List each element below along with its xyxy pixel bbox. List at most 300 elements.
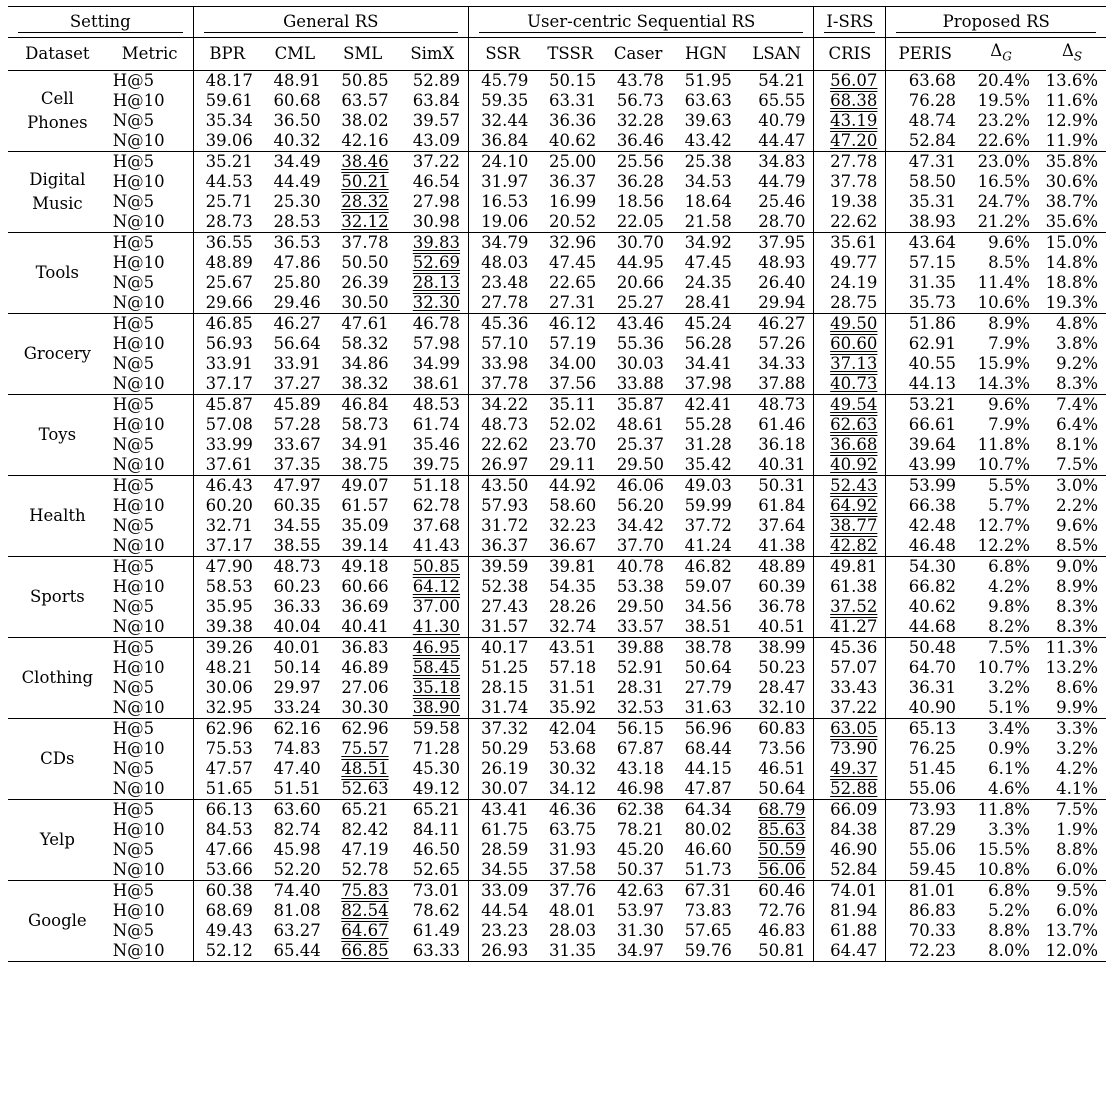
- second-best-cell: 38.90: [412, 698, 461, 717]
- score-cell: 6.8%: [988, 557, 1031, 576]
- score-cell: 15.9%: [977, 354, 1031, 373]
- score-cell: 37.64: [758, 516, 806, 535]
- metric-label: H@5: [112, 476, 155, 495]
- column-header: CML: [274, 44, 316, 63]
- score-cell: 34.91: [341, 435, 389, 454]
- best-score-cell: 66.38: [886, 496, 964, 516]
- score-cell: 12.2%: [977, 536, 1031, 555]
- score-cell: 60.38: [193, 881, 261, 902]
- score-cell: 3.0%: [1056, 476, 1098, 495]
- score-cell: 47.19: [341, 840, 389, 859]
- table-row: [8, 476, 1106, 497]
- score-cell: 44.53: [193, 172, 261, 192]
- score-cell: 78.62: [412, 901, 461, 920]
- score-cell: 80.02: [684, 820, 732, 839]
- score-cell: 67.87: [616, 739, 665, 758]
- score-cell: 0.9%: [988, 739, 1031, 758]
- score-cell: 60.23: [273, 577, 321, 596]
- score-cell: 22.05: [616, 212, 665, 231]
- metric-label: N@10: [112, 455, 165, 474]
- best-score-cell: 72.23: [886, 941, 964, 962]
- column-header: HGN: [684, 44, 727, 63]
- table-row: [8, 131, 1106, 152]
- metric-label: H@10: [112, 334, 165, 353]
- score-cell: 8.5%: [988, 253, 1031, 272]
- best-score-cell: 43.64: [886, 233, 964, 254]
- second-best-cell: 48.51: [341, 759, 389, 778]
- score-cell: 23.0%: [977, 152, 1031, 171]
- score-cell: 14.3%: [977, 374, 1031, 393]
- score-cell: 50.37: [616, 860, 665, 879]
- score-cell: 5.1%: [988, 698, 1031, 717]
- second-best-cell: 43.19: [814, 111, 886, 131]
- score-cell: 64.34: [684, 800, 732, 819]
- metric-label: H@10: [112, 253, 165, 272]
- table-row: [8, 658, 1106, 678]
- score-cell: 59.35: [469, 91, 537, 111]
- score-cell: 28.03: [548, 921, 597, 940]
- score-cell: 4.1%: [1056, 779, 1098, 798]
- score-cell: 81.08: [273, 901, 321, 920]
- metric-label: N@5: [112, 516, 155, 535]
- group-header-label: Proposed RS: [942, 11, 1050, 31]
- score-cell: 31.30: [616, 921, 665, 940]
- score-cell: 3.4%: [988, 719, 1031, 738]
- table-row: [8, 739, 1106, 759]
- score-cell: 18.8%: [1045, 273, 1098, 292]
- metric-label: H@5: [112, 719, 155, 738]
- score-cell: 60.46: [758, 881, 806, 900]
- score-cell: 31.74: [469, 698, 537, 719]
- score-cell: 33.09: [469, 881, 537, 902]
- score-cell: 47.86: [273, 253, 321, 272]
- score-cell: 5.7%: [988, 496, 1031, 515]
- score-cell: 9.6%: [988, 233, 1031, 252]
- score-cell: 35.87: [616, 395, 665, 414]
- metric-label: N@5: [112, 597, 155, 616]
- metric-label: H@5: [112, 638, 155, 657]
- group-header-label: General RS: [283, 11, 379, 31]
- score-cell: 51.95: [684, 71, 732, 90]
- score-cell: 25.30: [273, 192, 321, 211]
- score-cell: 43.50: [469, 476, 537, 497]
- column-header: Metric: [121, 44, 178, 63]
- score-cell: 4.2%: [1056, 759, 1098, 778]
- score-cell: 25.27: [616, 293, 665, 312]
- second-best-cell: 32.30: [412, 293, 461, 312]
- score-cell: 50.23: [758, 658, 806, 677]
- metric-label: H@10: [112, 496, 165, 515]
- score-cell: 21.2%: [977, 212, 1031, 231]
- group-header: [886, 7, 1106, 38]
- score-cell: 43.09: [412, 131, 461, 150]
- score-cell: 33.91: [193, 354, 261, 374]
- score-cell: 31.51: [548, 678, 597, 697]
- score-cell: 43.51: [548, 638, 597, 657]
- score-cell: 5.2%: [988, 901, 1031, 920]
- second-best-cell: 52.88: [814, 779, 886, 800]
- score-cell: 48.17: [193, 71, 261, 92]
- score-cell: 61.46: [758, 415, 806, 434]
- score-cell: 30.07: [469, 779, 537, 800]
- score-cell: 23.2%: [977, 111, 1031, 130]
- score-cell: 34.56: [684, 597, 732, 616]
- score-cell: 84.11: [412, 820, 461, 839]
- score-cell: 3.3%: [1056, 719, 1098, 738]
- best-score-cell: 38.93: [886, 212, 964, 233]
- score-cell: 42.63: [616, 881, 665, 900]
- score-cell: 62.96: [341, 719, 389, 738]
- score-cell: 44.47: [758, 131, 806, 150]
- table-row: [8, 941, 1106, 962]
- score-cell: 51.18: [412, 476, 461, 495]
- best-score-cell: 35.73: [886, 293, 964, 314]
- score-cell: 31.72: [469, 516, 537, 536]
- score-cell: 37.68: [412, 516, 461, 535]
- score-cell: 47.90: [193, 557, 261, 578]
- second-best-cell: 56.06: [758, 860, 806, 879]
- group-header-label: User-centric Sequential RS: [527, 11, 756, 31]
- score-cell: 48.91: [273, 71, 321, 90]
- score-cell: 57.98: [412, 334, 461, 353]
- results-table: [8, 6, 1106, 962]
- best-score-cell: 57.15: [886, 253, 964, 273]
- score-cell: 66.09: [814, 800, 886, 821]
- score-cell: 39.88: [616, 638, 665, 657]
- second-best-cell: 42.82: [814, 536, 886, 557]
- dataset-name: Health: [29, 506, 86, 525]
- table-row: [8, 314, 1106, 335]
- score-cell: 35.09: [341, 516, 389, 535]
- table-row: [8, 719, 1106, 740]
- score-cell: 20.66: [616, 273, 665, 292]
- score-cell: 57.65: [684, 921, 732, 940]
- score-cell: 24.35: [684, 273, 732, 292]
- score-cell: 57.19: [548, 334, 597, 353]
- best-score-cell: 66.61: [886, 415, 964, 435]
- score-cell: 34.55: [469, 860, 537, 881]
- score-cell: 8.6%: [1056, 678, 1098, 697]
- score-cell: 42.41: [684, 395, 732, 414]
- score-cell: 56.28: [684, 334, 732, 353]
- score-cell: 28.41: [684, 293, 732, 312]
- score-cell: 34.53: [684, 172, 732, 191]
- dataset-name: Sports: [29, 587, 85, 606]
- score-cell: 41.27: [814, 617, 886, 638]
- score-cell: 52.63: [341, 779, 389, 798]
- score-cell: 11.4%: [977, 273, 1031, 292]
- metric-label: H@5: [112, 395, 155, 414]
- table-row: [8, 435, 1106, 455]
- score-cell: 19.06: [469, 212, 537, 233]
- score-cell: 50.85: [341, 71, 389, 90]
- score-cell: 74.01: [814, 881, 886, 902]
- score-cell: 60.35: [273, 496, 321, 515]
- best-score-cell: 58.50: [886, 172, 964, 192]
- metric-label: N@5: [112, 354, 155, 373]
- score-cell: 48.89: [193, 253, 261, 273]
- score-cell: 34.92: [684, 233, 732, 252]
- metric-label: N@5: [112, 273, 155, 292]
- score-cell: 43.46: [616, 314, 665, 333]
- score-cell: 41.24: [684, 536, 732, 555]
- score-cell: 31.93: [548, 840, 597, 859]
- score-cell: 37.58: [548, 860, 597, 879]
- second-best-cell: 37.52: [814, 597, 886, 617]
- metric-label: N@10: [112, 698, 165, 717]
- score-cell: 46.82: [684, 557, 732, 576]
- score-cell: 50.31: [758, 476, 806, 495]
- metric-label: H@5: [112, 881, 155, 900]
- score-cell: 19.38: [814, 192, 886, 212]
- column-header: BPR: [193, 38, 261, 71]
- table-row: [8, 212, 1106, 233]
- metric-label: N@5: [112, 921, 155, 940]
- group-underline: [479, 32, 803, 33]
- score-cell: 38.78: [684, 638, 732, 657]
- score-cell: 47.66: [193, 840, 261, 860]
- second-best-cell: 39.83: [412, 233, 461, 252]
- score-cell: 11.9%: [1045, 131, 1098, 150]
- score-cell: 33.91: [273, 354, 321, 373]
- best-score-cell: 59.45: [886, 860, 964, 881]
- score-cell: 32.10: [758, 698, 806, 717]
- score-cell: 44.49: [273, 172, 321, 191]
- score-cell: 44.54: [469, 901, 537, 921]
- score-cell: 13.7%: [1045, 921, 1098, 940]
- best-score-cell: 73.93: [886, 800, 964, 821]
- score-cell: 18.56: [616, 192, 665, 211]
- group-header: [8, 7, 193, 38]
- score-cell: 57.10: [469, 334, 537, 354]
- metric-label: N@5: [112, 840, 155, 859]
- table-row: [8, 759, 1106, 779]
- score-cell: 36.69: [341, 597, 389, 616]
- best-score-cell: 51.86: [886, 314, 964, 335]
- best-score-cell: 81.01: [886, 881, 964, 902]
- second-best-cell: 38.46: [341, 152, 389, 171]
- column-header: SimX: [410, 44, 455, 63]
- score-cell: 12.7%: [977, 516, 1031, 535]
- score-cell: 53.68: [548, 739, 597, 758]
- score-cell: 8.8%: [988, 921, 1031, 940]
- best-score-cell: 50.48: [886, 638, 964, 659]
- score-cell: 35.21: [193, 152, 261, 173]
- score-cell: 25.67: [193, 273, 261, 293]
- score-cell: 49.12: [412, 779, 461, 798]
- score-cell: 32.96: [548, 233, 597, 252]
- table-row: [8, 395, 1106, 416]
- score-cell: 37.98: [684, 374, 732, 393]
- score-cell: 59.99: [684, 496, 732, 515]
- score-cell: 22.65: [548, 273, 597, 292]
- column-header: SSR: [469, 38, 537, 71]
- score-cell: 37.78: [469, 374, 537, 395]
- score-cell: 23.48: [469, 273, 537, 293]
- score-cell: 48.93: [758, 253, 806, 272]
- score-cell: 39.14: [341, 536, 389, 555]
- score-cell: 73.01: [412, 881, 461, 900]
- score-cell: 48.61: [616, 415, 665, 434]
- best-score-cell: 43.99: [886, 455, 964, 476]
- score-cell: 40.78: [616, 557, 665, 576]
- score-cell: 49.77: [814, 253, 886, 273]
- score-cell: 81.94: [814, 901, 886, 921]
- second-best-cell: 52.69: [412, 253, 461, 272]
- score-cell: 61.49: [412, 921, 461, 940]
- score-cell: 38.32: [341, 374, 389, 393]
- score-cell: 57.93: [469, 496, 537, 516]
- score-cell: 58.32: [341, 334, 389, 353]
- metric-label: N@5: [112, 678, 155, 697]
- score-cell: 63.60: [273, 800, 321, 819]
- score-cell: 28.53: [273, 212, 321, 231]
- dataset-name: Grocery: [23, 344, 91, 363]
- best-score-cell: 46.48: [886, 536, 964, 557]
- score-cell: 44.92: [548, 476, 597, 495]
- score-cell: 25.46: [758, 192, 806, 211]
- score-cell: 6.1%: [988, 759, 1031, 778]
- score-cell: 18.64: [684, 192, 732, 211]
- score-cell: 40.62: [548, 131, 597, 150]
- score-cell: 3.3%: [988, 820, 1031, 839]
- score-cell: 65.44: [273, 941, 321, 960]
- second-best-cell: 28.32: [341, 192, 389, 211]
- score-cell: 33.88: [616, 374, 665, 393]
- score-cell: 37.95: [758, 233, 806, 252]
- metric-label: H@10: [112, 739, 165, 758]
- second-best-cell: 64.92: [814, 496, 886, 516]
- score-cell: 36.83: [341, 638, 389, 657]
- score-cell: 34.55: [273, 516, 321, 535]
- second-best-cell: 50.85: [412, 557, 461, 576]
- score-cell: 14.8%: [1045, 253, 1098, 272]
- score-cell: 75.53: [193, 739, 261, 759]
- score-cell: 40.32: [273, 131, 321, 150]
- second-best-cell: 64.12: [412, 577, 461, 596]
- score-cell: 82.74: [273, 820, 321, 839]
- score-cell: 68.44: [684, 739, 732, 758]
- metric-label: H@10: [112, 91, 165, 110]
- score-cell: 49.81: [814, 557, 886, 578]
- score-cell: 55.28: [684, 415, 732, 434]
- score-cell: 46.98: [616, 779, 665, 798]
- score-cell: 52.12: [193, 941, 261, 962]
- dataset-name: Tools: [35, 263, 80, 282]
- score-cell: 9.0%: [1056, 557, 1098, 576]
- score-cell: 30.03: [616, 354, 665, 373]
- score-cell: 62.38: [616, 800, 665, 819]
- score-cell: 4.8%: [1056, 314, 1098, 333]
- score-cell: 41.38: [758, 536, 806, 555]
- table-row: [8, 881, 1106, 902]
- group-underline: [896, 32, 1096, 33]
- best-score-cell: 64.70: [886, 658, 964, 678]
- score-cell: 37.22: [814, 698, 886, 719]
- score-cell: 54.35: [548, 577, 597, 596]
- score-cell: 25.38: [684, 152, 732, 171]
- score-cell: 8.9%: [988, 314, 1031, 333]
- score-cell: 34.79: [469, 233, 537, 254]
- score-cell: 48.53: [412, 395, 461, 414]
- best-score-cell: 40.62: [886, 597, 964, 617]
- metric-label: H@5: [112, 152, 155, 171]
- score-cell: 33.67: [273, 435, 321, 454]
- score-cell: 29.94: [758, 293, 806, 312]
- score-cell: 84.53: [193, 820, 261, 840]
- score-cell: 21.58: [684, 212, 732, 231]
- score-cell: 10.7%: [977, 658, 1031, 677]
- score-cell: 46.12: [548, 314, 597, 333]
- second-best-cell: 32.12: [341, 212, 389, 231]
- score-cell: 62.96: [193, 719, 261, 740]
- table-row: [8, 293, 1106, 314]
- table-row: [8, 779, 1106, 800]
- score-cell: 72.76: [758, 901, 806, 920]
- score-cell: 25.00: [548, 152, 597, 171]
- score-cell: 33.43: [814, 678, 886, 698]
- metric-label: H@5: [112, 314, 155, 333]
- score-cell: 45.89: [273, 395, 321, 414]
- score-cell: 37.27: [273, 374, 321, 393]
- metric-label: N@10: [112, 212, 165, 231]
- score-cell: 52.89: [412, 71, 461, 90]
- score-cell: 59.07: [684, 577, 732, 596]
- second-best-cell: 38.77: [814, 516, 886, 536]
- score-cell: 57.18: [548, 658, 597, 677]
- score-cell: 32.23: [548, 516, 597, 535]
- score-cell: 52.02: [548, 415, 597, 434]
- score-cell: 27.31: [548, 293, 597, 312]
- score-cell: 34.41: [684, 354, 732, 373]
- second-best-cell: 40.92: [814, 455, 886, 476]
- score-cell: 36.67: [548, 536, 597, 555]
- score-cell: 64.47: [814, 941, 886, 962]
- score-cell: 33.57: [616, 617, 665, 636]
- score-cell: 42.04: [548, 719, 597, 738]
- score-cell: 34.42: [616, 516, 665, 535]
- score-cell: 26.19: [469, 759, 537, 779]
- second-best-cell: 56.07: [814, 71, 886, 92]
- score-cell: 58.53: [193, 577, 261, 597]
- score-cell: 28.26: [548, 597, 597, 616]
- score-cell: 53.97: [616, 901, 665, 920]
- score-cell: 36.53: [273, 233, 321, 252]
- score-cell: 13.6%: [1045, 71, 1098, 90]
- score-cell: 10.8%: [977, 860, 1031, 879]
- best-score-cell: 44.68: [886, 617, 964, 638]
- score-cell: 61.74: [412, 415, 461, 434]
- score-cell: 47.45: [684, 253, 732, 272]
- score-cell: 32.44: [469, 111, 537, 131]
- score-cell: 24.10: [469, 152, 537, 173]
- table-row: [8, 536, 1106, 557]
- group-underline: [824, 32, 875, 33]
- score-cell: 66.13: [193, 800, 261, 821]
- score-cell: 28.15: [469, 678, 537, 698]
- score-cell: 43.18: [616, 759, 665, 778]
- score-cell: 63.63: [684, 91, 732, 110]
- second-best-cell: 50.59: [758, 840, 806, 859]
- score-cell: 35.92: [548, 698, 597, 717]
- score-cell: 28.47: [758, 678, 806, 697]
- score-cell: 26.93: [469, 941, 537, 962]
- score-cell: 30.06: [193, 678, 261, 698]
- score-cell: 39.59: [469, 557, 537, 578]
- score-cell: 44.15: [684, 759, 732, 778]
- score-cell: 39.57: [412, 111, 461, 130]
- metric-label: N@10: [112, 131, 165, 150]
